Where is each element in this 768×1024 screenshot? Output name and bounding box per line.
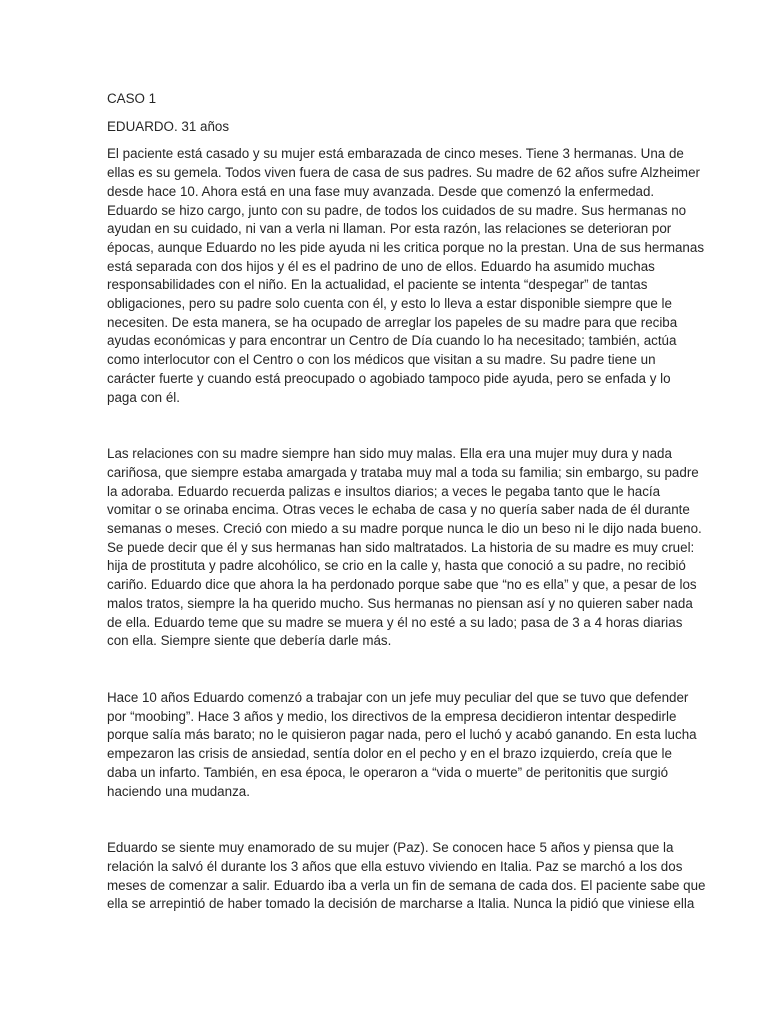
paragraph-line: ayudan en su cuidado, ni van a verla ni llaman. Por esta razón, las relaciones se deterioran por [107, 221, 672, 237]
paragraph-line: El paciente está casado y su mujer está embarazada de cinco meses. Tiene 3 hermanas. Una de [107, 146, 684, 162]
case-label: CASO 1 [107, 91, 157, 106]
paragraph-line: vomitar o se orinaba encima. Otras veces le echaba de casa y no quería saber nada de él durante [107, 502, 690, 518]
paragraph-line: semanas o meses. Creció con miedo a su madre porque nunca le dio un beso ni le dijo nada bueno. [107, 521, 702, 537]
paragraph-line: Las relaciones con su madre siempre han sido muy malas. Ella era una mujer muy dura y nada [107, 446, 672, 462]
paragraph-line: haciendo una mudanza. [107, 783, 250, 799]
paragraph-line: con ella. Siempre siente que debería darle más. [107, 633, 392, 649]
paragraph-line: ayudas económicas y para encontrar un Centro de Día cuando lo ha necesitado; también, actúa [107, 333, 677, 349]
paragraph-line: como interlocutor con el Centro o con los médicos que visitan a su madre. Su padre tiene un [107, 352, 656, 368]
paragraph [107, 839, 706, 914]
paragraph-line: Eduardo se hizo cargo, junto con su padre, de todos los cuidados de su madre. Sus hermanas no [107, 202, 687, 218]
paragraph-line: Se puede decir que él y sus hermanas han sido maltratados. La historia de su madre es muy cruel: [107, 539, 695, 555]
paragraph-line: necesiten. De esta manera, se ha ocupado de arreglar los papeles de su madre para que reciba [107, 314, 678, 330]
paragraph [107, 145, 705, 407]
paragraph-line: hija de prostituta y padre alcohólico, se crio en la calle y, hasta que conoció a su padre, no recibió [107, 558, 686, 574]
paragraph-line: por “moobing”. Hace 3 años y medio, los directivos de la empresa decidieron intentar despedirle [107, 708, 677, 724]
paragraph-line: Eduardo se siente muy enamorado de su mujer (Paz). Se conocen hace 5 años y piensa que la [107, 840, 674, 856]
subject-line: EDUARDO. 31 años [107, 118, 230, 134]
paragraph-line: responsabilidades con el niño. En la actualidad, el paciente se intenta “despegar” de tantas [107, 277, 648, 293]
paragraph-line: daba un infarto. También, en esa época, le operaron a “vida o muerte” de peritonitis que surgió [107, 764, 669, 780]
paragraph [107, 689, 697, 801]
paragraph-line: cariño. Eduardo dice que ahora la ha perdonado porque sabe que “no es ella” y que, a pesar de los [107, 577, 697, 593]
paragraph-line: cariñosa, que siempre estaba amargada y trataba muy mal a toda su familia; sin embargo, su padre [107, 464, 699, 480]
paragraph-line: ella se arrepintió de haber tomado la decisión de marcharse a Italia. Nunca la pidió que viniese ella [107, 896, 695, 912]
paragraph-line: desde hace 10. Ahora está en una fase muy avanzada. Desde que comenzó la enfermedad. [107, 183, 655, 199]
paragraph [107, 445, 702, 651]
paragraphs-container [107, 145, 706, 914]
paragraph-line: meses de comenzar a salir. Eduardo iba a verla un fin de semana de cada dos. El paciente sabe que [107, 877, 706, 893]
paragraph-line: obligaciones, pero su padre solo cuenta con él, y esto lo lleva a estar disponible siempre que le [107, 296, 672, 312]
paragraph-line: está separada con dos hijos y él es el padrino de uno de ellos. Eduardo ha asumido muchas [107, 258, 655, 274]
paragraph-line: Hace 10 años Eduardo comenzó a trabajar con un jefe muy peculiar del que se tuvo que defender [107, 689, 689, 705]
paragraph-line: carácter fuerte y cuando está preocupado o agobiado tampoco pide ayuda, pero se enfada y lo [107, 370, 671, 386]
paragraph-line: porque salía más barato; no le quisieron pagar nada, pero el luchó y acabó ganando. En esta lucha [107, 727, 697, 743]
paragraph-line: de ella. Eduardo teme que su madre se muera y él no esté a su lado; pasa de 3 a 4 horas diarias [107, 614, 683, 630]
paragraph-line: épocas, aunque Eduardo no les pide ayuda ni les critica porque no la prestan. Una de sus hermanas [107, 239, 705, 255]
paragraph-line: la adoraba. Eduardo recuerda palizas e insultos diarios; a veces le pegaba tanto que le hacía [107, 483, 661, 499]
paragraph-line: paga con él. [107, 389, 180, 405]
document-body [107, 90, 706, 952]
paragraph-line: ellas es su gemela. Todos viven fuera de casa de sus padres. Su madre de 62 años sufre Alzheimer [107, 165, 700, 181]
paragraph-line: relación la salvó él durante los 3 años que ella estuvo viviendo en Italia. Paz se marchó a los dos [107, 858, 683, 874]
paragraph-line: empezaron las crisis de ansiedad, sentía dolor en el pecho y en el brazo izquierdo, creía que le [107, 746, 672, 762]
paragraph-line: malos tratos, siempre la ha querido mucho. Sus hermanas no piensan así y no quieren saber nada [107, 595, 693, 611]
